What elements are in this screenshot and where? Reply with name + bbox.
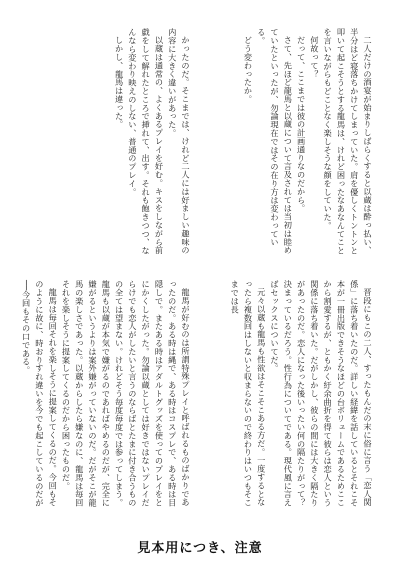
paragraph: 晋段にもこの二人、すったもんだの末に俗に言う「恋人関係」に落ち着いたのだ。詳しい経緯を話しているとそれこそ本が一冊出版できそうなほどの台ボリュームであるためここから割愛するが、ともかく紆余曲折を得て彼らは恋人という関係に落ち着いた。だがしかし、彼らの間には大きく隔たりがあったのだ。恋人になった後いったい何の隔たりがって？ 決まっているだろう。性行為についてである。現代風に言えばセックスについてだ。 <box>270 280 373 507</box>
left-upper-block <box>24 28 192 256</box>
paragraph: 二人だけの酒宴が始まりしばらくすると以蔵は酔っ払い、半分はど寝落ちかけてしまっていた。肩を優しくトントンと叩いて起こそうとする龍馬は、けれど困ったなあなんてことを言いながらもどことなく楽しそうな顔をしていた。 <box>323 28 373 255</box>
left-text-column <box>21 28 192 508</box>
paragraph: しかし、龍馬は違った。 <box>114 36 125 129</box>
paragraph: 龍馬は毎回それを楽しそうに提案してくるのだ。今回もそのように故に、時おりすれ違いを今でも起こしているのだが──今回もその口である。 <box>21 280 59 507</box>
paragraph: 何故って？ <box>309 36 320 79</box>
paragraph: 以蔵は通常の、よくあるプレイを好む。キスをしながら前戯をして解れたところで挿れて、出す。それも飽きつつ、なんなら変わり映えのしない、普通のプレイ。 <box>127 28 165 255</box>
paragraph: だって、ここまでは彼の計画通りなのだから。 <box>296 36 307 213</box>
paragraph: かったのだ。そこまでは、けれど二人には好ましい趣味の内容に大きく違いがあった。 <box>167 28 191 255</box>
right-upper-block <box>206 28 374 256</box>
page-text-area <box>21 28 374 508</box>
right-lower-block <box>206 280 374 508</box>
paragraph: どう変わったか。 <box>243 36 254 104</box>
paragraph: さて、先ほど龍馬と以蔵について言及されては当初は睦めていたといったが、勿論現在ではその在り方は変わっている。 <box>256 28 294 255</box>
right-text-column <box>206 28 374 508</box>
paragraph: 龍馬が好むのは所謂特殊プレイと呼ばれるものばかりであったのだ。ある時は縄で、ある時はコスプレで、ある時は目隠しで。またある時はアダルトグッズを使ってのプレイをとにかくしたがった。勿論以蔵としては好きではないプレイだらけでも恋人がしたいと言うのならばとたまに付き合うものの全ては望まない。けれどそう毎度毎度では参ってしまう。龍馬も以蔵が本気で嫌がるのであればやめるのだが、完全に嫌がるというよりは案外嫌がっていないのだ。だがそこが龍馬の楽しさであった。以蔵からしたら嫌なのに、龍馬は毎回それを楽しそうに提案してくるのだから困ったものだ。 <box>61 280 191 507</box>
sample-notice-stamp: 見本用につき、注意 <box>137 541 263 556</box>
paragraph: 元々以蔵も龍馬も性欲はそこそこある方だ。一度するとなったら複数回はしないと収まらないので終わりはいつもそこまでは長 <box>230 280 267 507</box>
left-lower-block <box>21 280 192 508</box>
